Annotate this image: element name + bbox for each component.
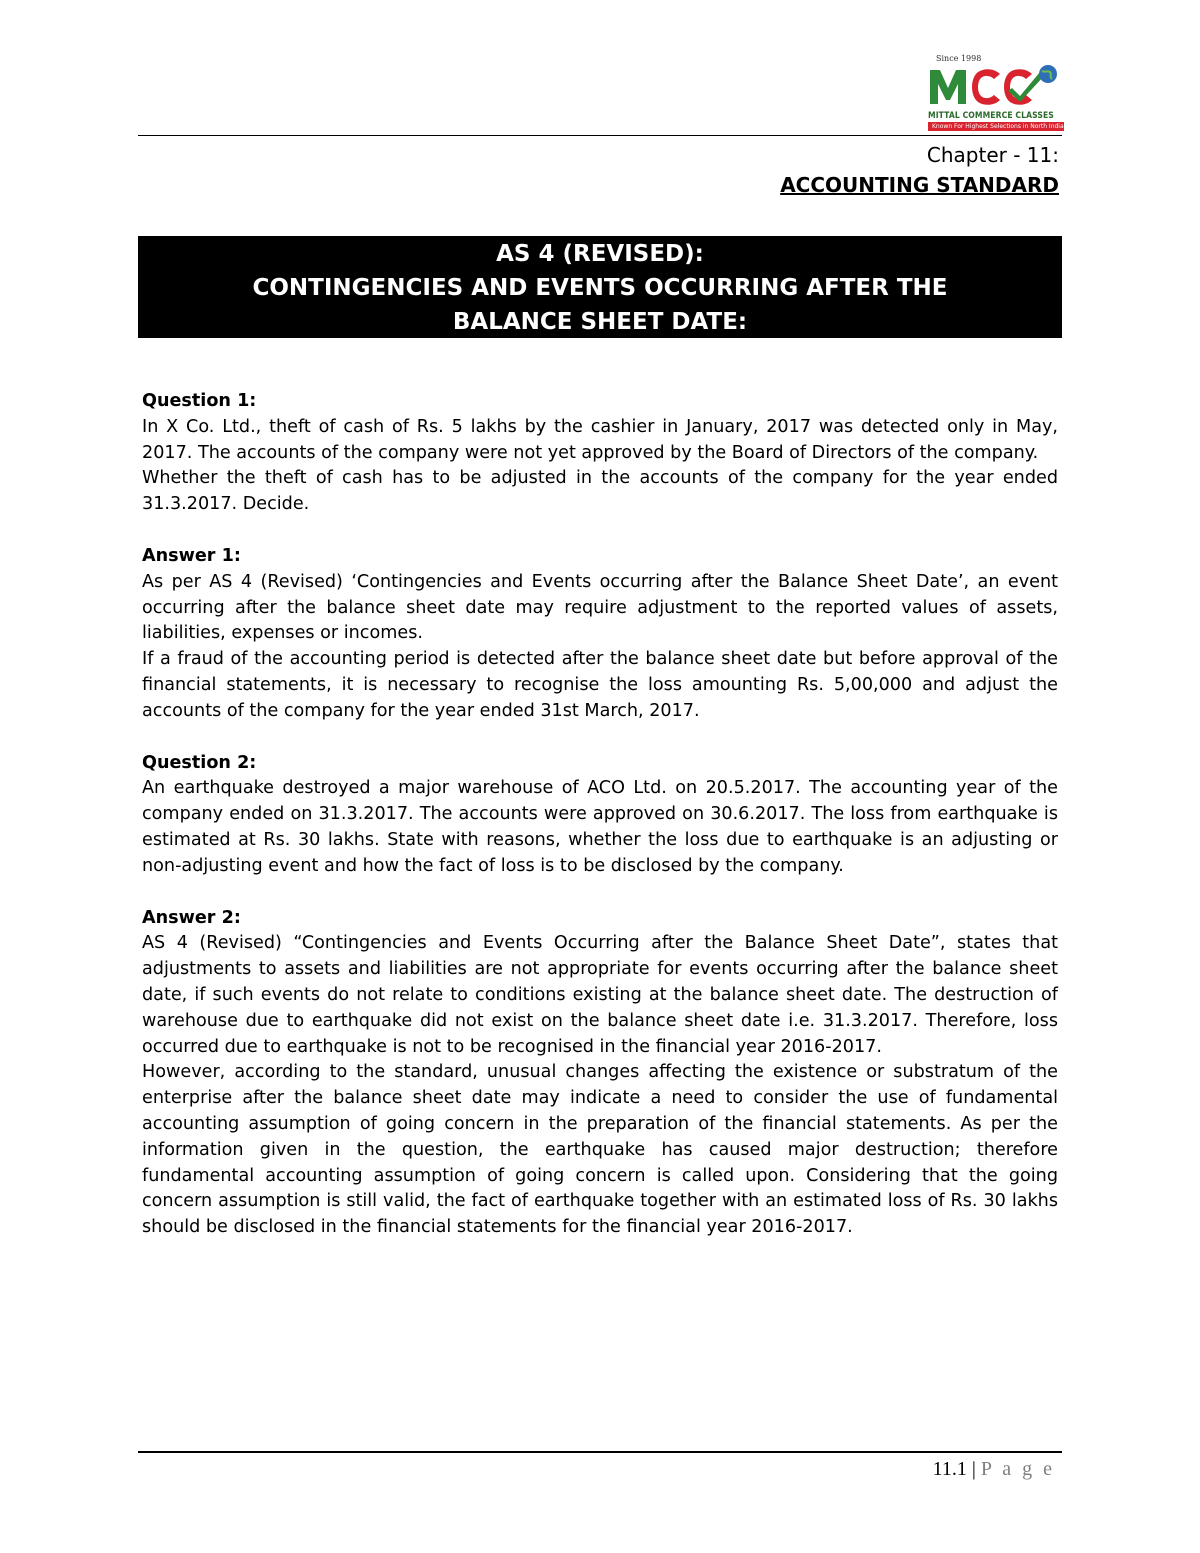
answer-2-text: AS 4 (Revised) “Contingencies and Events Occurring after the Balance Sheet Date”, states that adjustments to assets and liabilities are not appropriate for events occurring after the balance sheet date, if such events do not relate to conditions existing at the balance sheet date. The destruction of warehouse due to earthquake did not exist on the balance sheet date i.e. 31.3.2017. Therefore, loss occurred due to earthquake is not to be recognised in the financial year 2016-2017.	[142, 933, 1058, 1057]
answer-2-text: However, according to the standard, unusual changes affecting the existence or substratum of the enterprise after the balance sheet date may indicate a need to consider the use of fundamental accounting assumption of going concern in the preparation of the financial statements. As per the information given in the question, the earthquake has caused major destruction; therefore fundamental accounting assumption of going concern is called upon. Considering that the going concern assumption is still valid, the fact of earthquake together with an estimated loss of Rs. 30 lakhs should be disclosed in the financial statements for the financial year 2016-2017.	[142, 1062, 1058, 1238]
question-1-text: In X Co. Ltd., theft of cash of Rs. 5 lakhs by the cashier in January, 2017 was detected only in May, 2017. The accounts of the company were not yet approved by the Board of Directors of the company.	[142, 416, 1058, 463]
document-body	[142, 389, 1058, 1241]
question-2-text: An earthquake destroyed a major warehouse of ACO Ltd. on 20.5.2017. The accounting year of the company ended on 31.3.2017. The accounts were approved on 30.6.2017. The loss from earthquake is estimated at Rs. 30 lakhs. State with reasons, whether the loss due to earthquake is an adjusting or non-adjusting event and how the fact of loss is to be disclosed by the company.	[142, 778, 1058, 876]
page-number: 11.1	[932, 1458, 967, 1480]
banner-line-2: CONTINGENCIES AND EVENTS OCCURRING AFTER THE	[252, 275, 948, 301]
answer-1-text: As per AS 4 (Revised) ‘Contingencies and Events occurring after the Balance Sheet Date’, an event occurring after the balance sheet date may require adjustment to the reported values of assets, liabilities, expenses or incomes.	[142, 571, 1058, 644]
mcc-logo-icon	[928, 64, 1058, 108]
question-1-heading: Question 1:	[142, 391, 257, 411]
page-footer	[933, 1458, 1055, 1481]
answer-2-heading: Answer 2:	[142, 907, 241, 928]
question-1-text: Whether the theft of cash has to be adjusted in the accounts of the company for the year ended 31.3.2017. Decide.	[142, 468, 1058, 515]
logo-name: MITTAL COMMERCE CLASSES	[928, 111, 1054, 121]
banner-line-3: BALANCE SHEET DATE:	[452, 309, 748, 335]
chapter-label: Chapter - 11:	[926, 143, 1059, 167]
question-2-heading: Question 2:	[142, 752, 257, 773]
footer-divider	[138, 1451, 1062, 1453]
logo-tagline: Known For Highest Selections in North India	[932, 123, 1064, 130]
banner-line-1: AS 4 (REVISED):	[496, 241, 704, 267]
logo	[928, 52, 1066, 132]
header-divider	[138, 135, 1062, 136]
section-banner	[138, 236, 1062, 338]
logo-since-text: Since 1998	[936, 54, 982, 63]
page-separator: |	[971, 1458, 976, 1480]
page-label: P a g e	[980, 1458, 1055, 1480]
logo-tagline-bar	[928, 122, 1064, 131]
chapter-title: ACCOUNTING STANDARD	[780, 173, 1059, 197]
answer-1-heading: Answer 1:	[142, 545, 241, 566]
answer-1-text: If a fraud of the accounting period is detected after the balance sheet date but before approval of the financial statements, it is necessary to recognise the loss amounting Rs. 5,00,000 and adjust the accounts of the company for the year ended 31st March, 2017.	[142, 649, 1058, 721]
